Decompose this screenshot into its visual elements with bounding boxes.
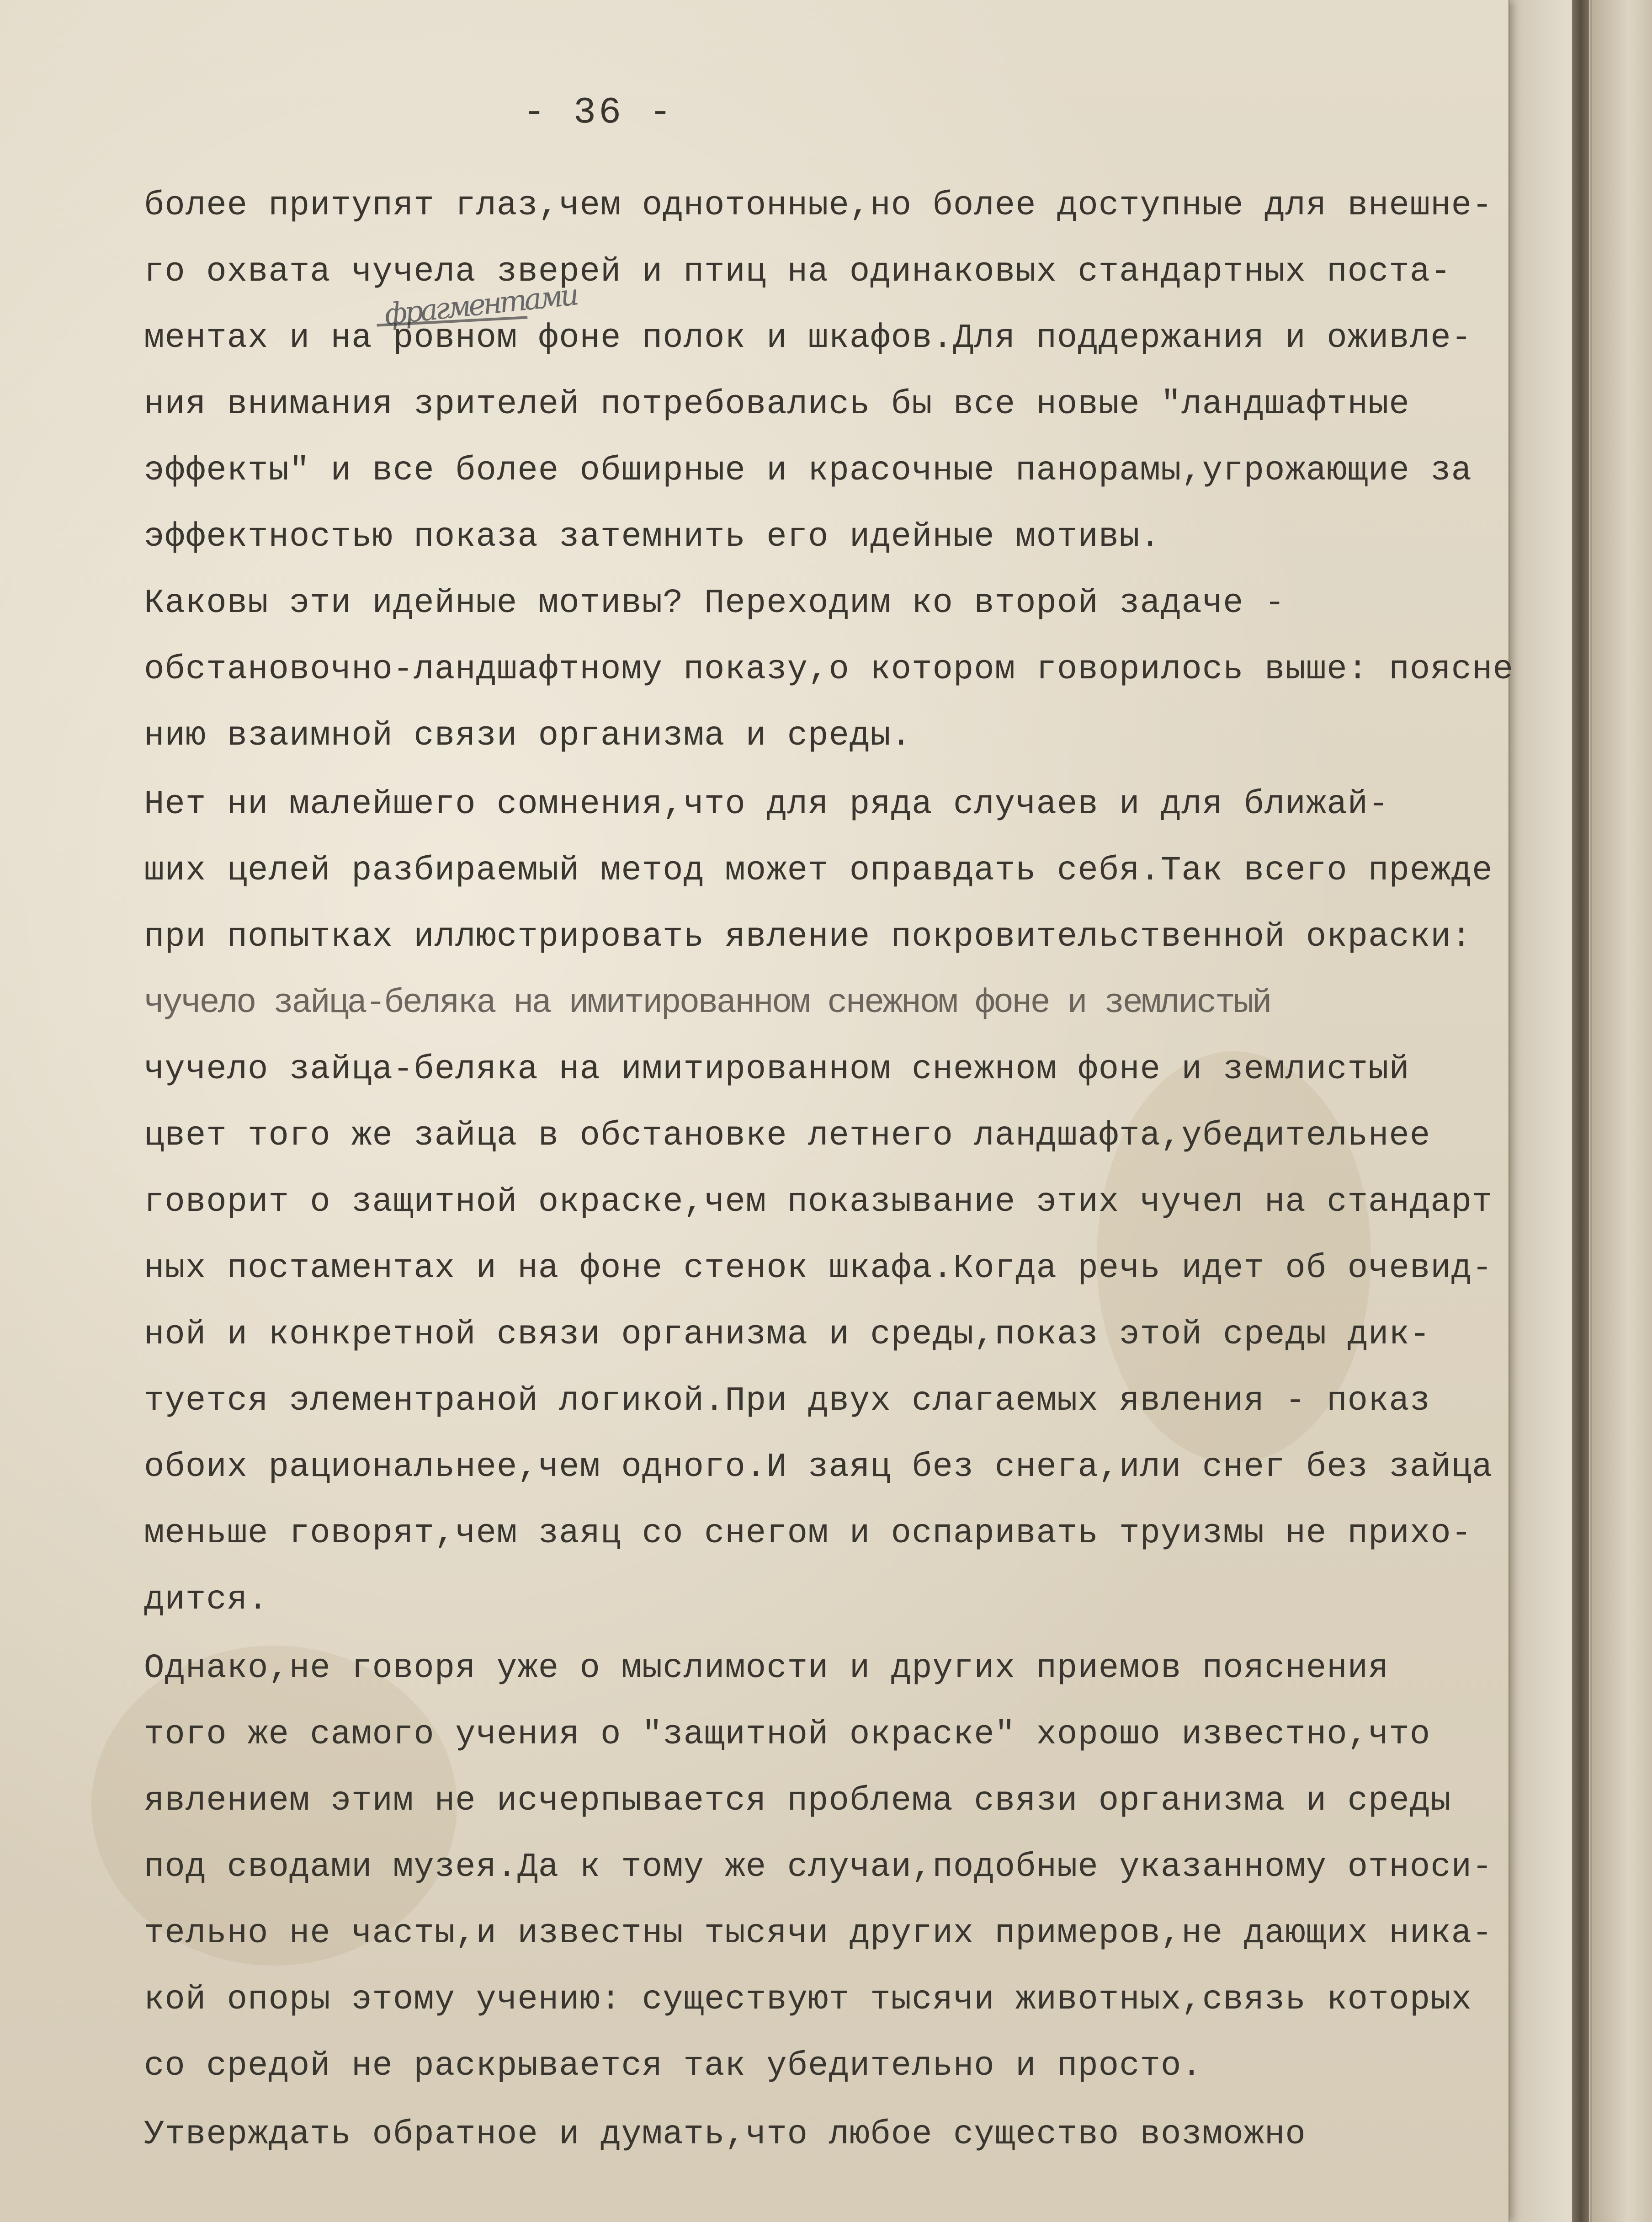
text-line: того же самого учения о "защитной окраске" хорошо известно,что <box>144 1716 1431 1754</box>
text-line: дится. <box>144 1581 269 1619</box>
text-line: ной и конкретной связи организма и среды,показ этой среды дик- <box>144 1316 1431 1354</box>
text-line: обстановочно-ландшафтному показу,о котором говорилось выше: поясне <box>144 650 1514 689</box>
text-line: ших целей разбираемый метод может оправдать себя.Так всего прежде <box>144 852 1493 890</box>
text-line: ния внимания зрителей потребовались бы все новые "ландшафтные <box>144 385 1410 424</box>
text-line: явлением этим не исчерпывается проблема связи организма и среды <box>144 1782 1451 1820</box>
text-line: Утверждать обратное и думать,что любое существо возможно <box>144 2115 1306 2154</box>
text-line: при попытках иллюстрировать явление покровительственной окраски: <box>144 918 1472 956</box>
text-line: со средой не раскрывается так убедительно и просто. <box>144 2047 1202 2085</box>
page-number: - 36 - <box>523 91 675 134</box>
text-line: Однако,не говоря уже о мыслимости и других приемов пояснения <box>144 1649 1389 1688</box>
text-line: нию взаимной связи организма и среды. <box>144 717 912 755</box>
text-line: меньше говорят,чем заяц со снегом и оспаривать труизмы не прихо- <box>144 1514 1472 1553</box>
text-line: цвет того же зайца в обстановке летнего ландшафта,убедительнее <box>144 1117 1431 1155</box>
text-line: ментах и на ровном фоне полок и шкафов.Для поддержания и оживле- <box>144 319 1472 357</box>
text-line: более притупят глаз,чем однотонные,но более доступные для внешне- <box>144 186 1493 225</box>
text-line: ных постаментах и на фоне стенок шкафа.Когда речь идет об очевид- <box>144 1249 1493 1288</box>
text-line: эффекты" и все более обширные и красочные панорамы,угрожающие за <box>144 452 1472 490</box>
text-line: обоих рациональнее,чем одного.И заяц без снега,или снег без зайца <box>144 1448 1493 1487</box>
underlying-page-edge <box>1590 0 1652 2222</box>
binding-edge <box>1572 0 1589 2222</box>
text-line: под сводами музея.Да к тому же случаи,подобные указанному относи- <box>144 1848 1493 1886</box>
text-line: эффектностью показа затемнить его идейные мотивы. <box>144 518 1161 556</box>
text-line: кой опоры этому учению: существуют тысячи животных,связь которых <box>144 1981 1472 2019</box>
text-line: Нет ни малейшего сомнения,что для ряда случаев и для ближай- <box>144 785 1389 824</box>
handwritten-insertion: фрагментами <box>382 278 578 332</box>
text-line: чучело зайца-беляка на имитированном снежном фоне и землистый <box>144 1050 1410 1089</box>
text-line: тельно не часты,и известны тысячи других примеров,не дающих ника- <box>144 1914 1493 1953</box>
struck-through-line: чучело зайца-беляка на имитированном снежном фоне и землистый <box>144 984 1270 1023</box>
text-line: го охвата чучела зверей и птиц на одинаковых стандартных поста- <box>144 253 1451 291</box>
text-line: туется элементраной логикой.При двух слагаемых явления - показ <box>144 1382 1431 1420</box>
text-line: говорит о защитной окраске,чем показывание этих чучел на стандарт <box>144 1183 1493 1221</box>
text-line: Каковы эти идейные мотивы? Переходим ко второй задаче - <box>144 584 1285 623</box>
